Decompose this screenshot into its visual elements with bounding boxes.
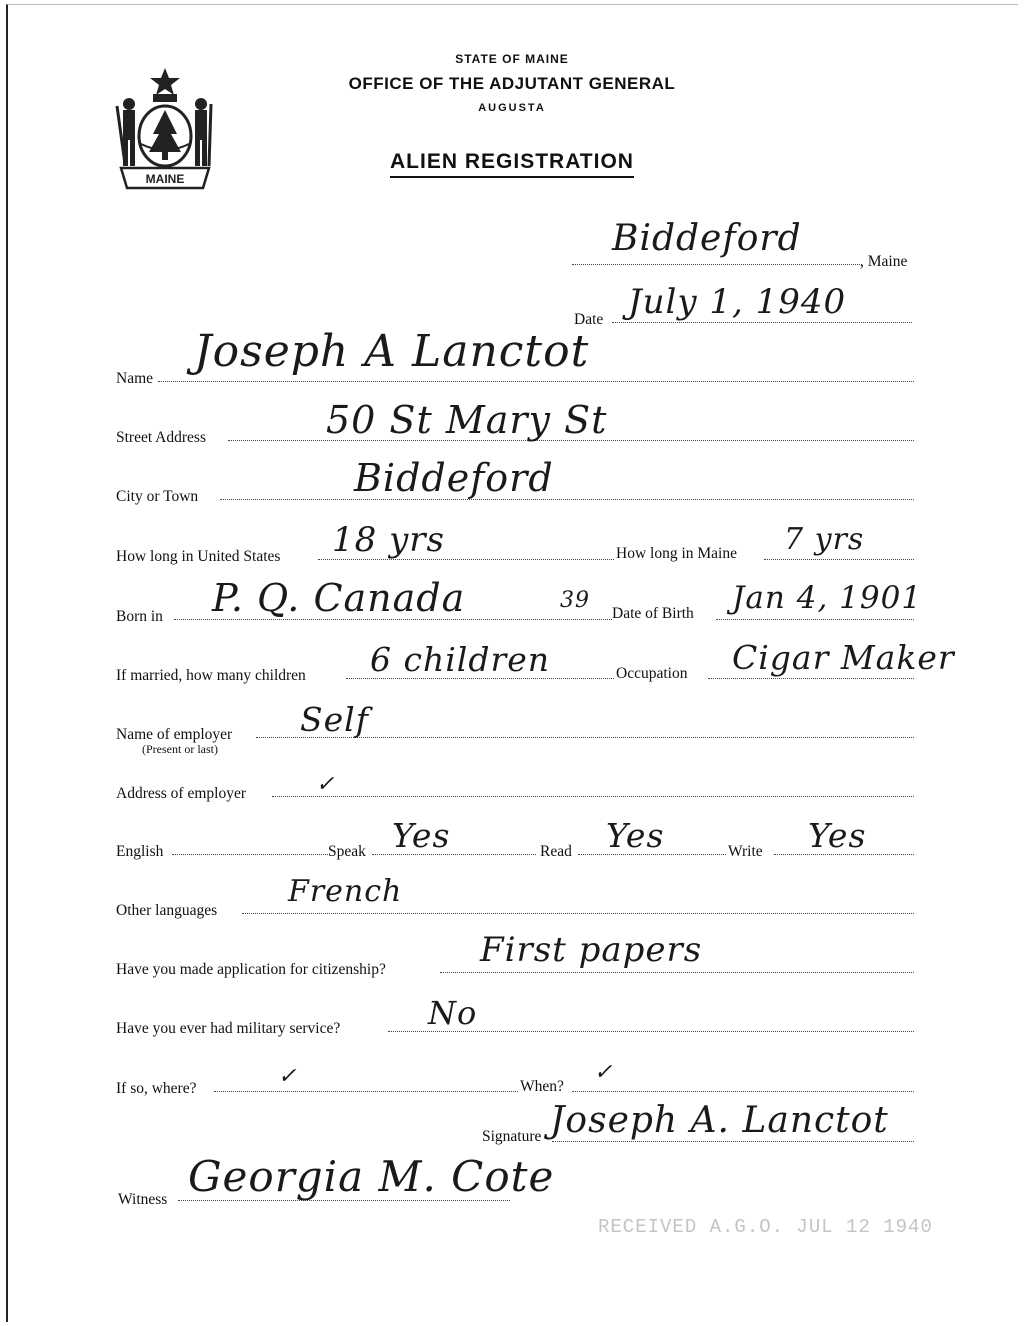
city-town-label: City or Town bbox=[116, 488, 199, 505]
name-value: Joseph A Lanctot bbox=[194, 326, 590, 377]
when-label: When? bbox=[520, 1078, 564, 1095]
employer-address-value: ✓ bbox=[316, 772, 336, 797]
date-of-birth-label: Date of Birth bbox=[612, 605, 694, 622]
witness-value: Georgia M. Cote bbox=[188, 1152, 555, 1201]
occupation-value: Cigar Maker bbox=[732, 638, 955, 677]
name-line bbox=[158, 381, 914, 382]
how-long-maine-line bbox=[764, 559, 914, 560]
date-line bbox=[612, 322, 912, 323]
town-value: Biddeford bbox=[612, 218, 802, 259]
signature-line bbox=[552, 1141, 914, 1142]
write-value: Yes bbox=[808, 816, 867, 855]
date-label: Date bbox=[574, 311, 604, 328]
header-city: AUGUSTA bbox=[478, 102, 546, 114]
how-long-us-label: How long in United States bbox=[116, 548, 281, 565]
other-languages-line bbox=[242, 913, 914, 914]
how-long-maine-value: 7 yrs bbox=[784, 522, 865, 557]
citizenship-label: Have you made application for citizenship? bbox=[116, 961, 386, 978]
employer-value: Self bbox=[300, 700, 369, 739]
speak-label: Speak bbox=[328, 843, 366, 860]
header-state: STATE OF MAINE bbox=[455, 52, 569, 66]
svg-text:MAINE: MAINE bbox=[145, 172, 185, 186]
street-label: Street Address bbox=[116, 429, 206, 446]
employer-label: Name of employer bbox=[116, 726, 233, 743]
how-long-us-value: 18 yrs bbox=[332, 520, 445, 560]
speak-value: Yes bbox=[392, 816, 451, 855]
read-label: Read bbox=[540, 843, 572, 860]
when-value: ✓ bbox=[594, 1060, 614, 1085]
citizenship-line bbox=[440, 972, 914, 973]
date-of-birth-line bbox=[716, 619, 914, 620]
born-in-note: 39 bbox=[560, 588, 590, 613]
name-label: Name bbox=[116, 370, 154, 387]
signature-value: Joseph A. Lanctot bbox=[550, 1100, 889, 1141]
read-value: Yes bbox=[606, 816, 665, 855]
write-label: Write bbox=[728, 843, 763, 860]
witness-label: Witness bbox=[118, 1191, 168, 1208]
when-line bbox=[572, 1091, 914, 1092]
occupation-label: Occupation bbox=[616, 665, 688, 682]
street-value: 50 St Mary St bbox=[326, 398, 608, 442]
where-line bbox=[214, 1091, 518, 1092]
where-value: ✓ bbox=[278, 1064, 298, 1089]
signature-label: Signature bbox=[482, 1128, 542, 1145]
how-long-maine-label: How long in Maine bbox=[616, 545, 737, 562]
form-title: ALIEN REGISTRATION bbox=[0, 150, 1024, 174]
english-line bbox=[172, 854, 328, 855]
employer-sublabel: (Present or last) bbox=[142, 742, 218, 756]
born-in-label: Born in bbox=[116, 608, 163, 625]
military-value: No bbox=[428, 994, 478, 1032]
where-label: If so, where? bbox=[116, 1080, 197, 1097]
employer-address-label: Address of employer bbox=[116, 785, 246, 802]
city-town-value: Biddeford bbox=[354, 456, 554, 500]
children-label: If married, how many children bbox=[116, 667, 306, 684]
maine-suffix-label: , Maine bbox=[860, 253, 908, 270]
date-value: July 1, 1940 bbox=[628, 282, 847, 322]
header-office: OFFICE OF THE ADJUTANT GENERAL bbox=[348, 74, 676, 93]
other-languages-label: Other languages bbox=[116, 902, 218, 919]
employer-address-line bbox=[272, 796, 914, 797]
born-in-value: P. Q. Canada bbox=[212, 576, 466, 620]
city-town-line bbox=[220, 499, 914, 500]
occupation-line bbox=[708, 678, 914, 679]
received-stamp: RECEIVED A.G.O. JUL 12 1940 bbox=[598, 1216, 933, 1238]
citizenship-value: First papers bbox=[480, 930, 703, 970]
children-value: 6 children bbox=[370, 640, 551, 679]
date-of-birth-value: Jan 4, 1901 bbox=[732, 580, 923, 616]
military-label: Have you ever had military service? bbox=[116, 1020, 341, 1037]
town-line bbox=[572, 264, 862, 265]
english-label: English bbox=[116, 843, 164, 860]
other-languages-value: French bbox=[288, 874, 403, 909]
